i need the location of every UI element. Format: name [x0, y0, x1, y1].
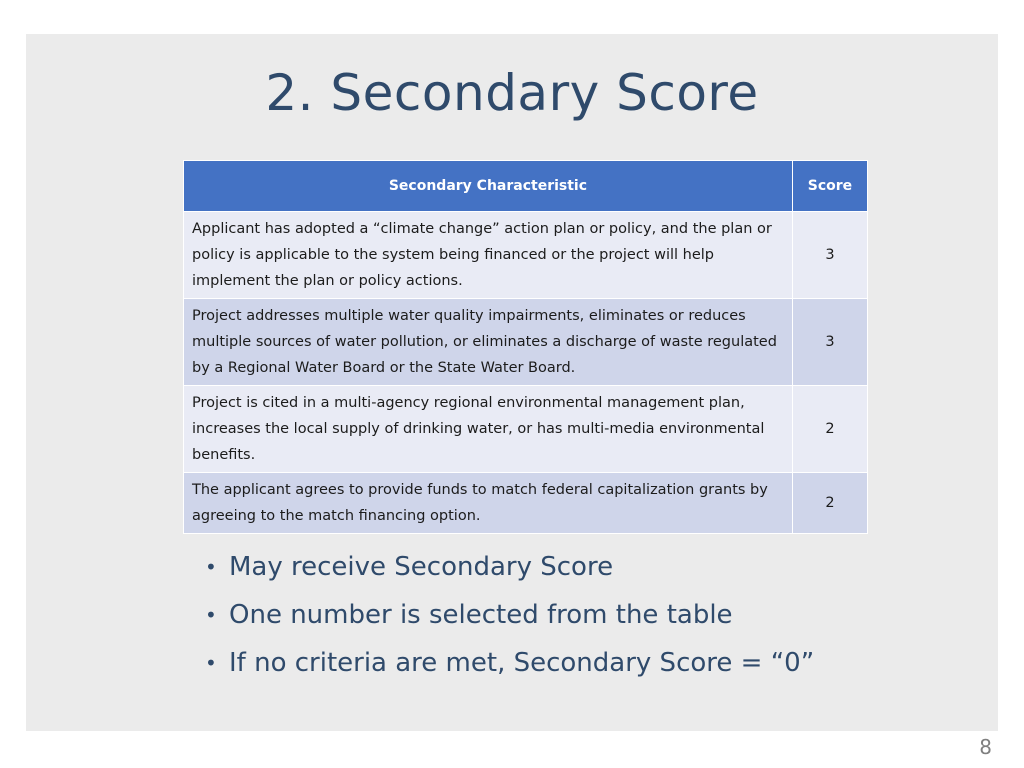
- slide-title: 2. Secondary Score: [265, 64, 759, 122]
- bullet-text: One number is selected from the table: [229, 600, 733, 630]
- score-cell: 3: [792, 212, 867, 299]
- bullet-text: If no criteria are met, Secondary Score = “0”: [229, 648, 815, 678]
- bullet-item: [205, 593, 814, 641]
- score-cell: 3: [792, 299, 867, 386]
- characteristic-cell: Project is cited in a multi-agency regional environmental management plan, increases the local supply of drinking water, or has multi-media environmental benefits.: [184, 386, 793, 473]
- bullet-item: [205, 545, 814, 593]
- bullet-icon: •: [205, 603, 217, 627]
- bullet-icon: •: [205, 555, 217, 579]
- table-row: [184, 299, 868, 386]
- secondary-score-table: [183, 160, 868, 534]
- page-number: 8: [979, 735, 992, 759]
- table-header-row: [184, 161, 868, 212]
- characteristic-cell: Applicant has adopted a “climate change” action plan or policy, and the plan or policy is applicable to the system being financed or the project will help implement the plan or policy actions.: [184, 212, 793, 299]
- bullet-item: [205, 641, 814, 689]
- header-secondary-characteristic: Secondary Characteristic: [184, 161, 793, 212]
- score-cell: 2: [792, 473, 867, 534]
- bullet-list: [205, 545, 814, 689]
- bullet-text: May receive Secondary Score: [229, 552, 614, 582]
- table-row: [184, 386, 868, 473]
- table-row: [184, 212, 868, 299]
- characteristic-cell: The applicant agrees to provide funds to match federal capitalization grants by agreeing to the match financing option.: [184, 473, 793, 534]
- bullet-icon: •: [205, 651, 217, 675]
- characteristic-cell: Project addresses multiple water quality impairments, eliminates or reduces multiple sources of water pollution, or eliminates a discharge of waste regulated by a Regional Water Board or the State Water Board.: [184, 299, 793, 386]
- header-score: Score: [792, 161, 867, 212]
- table-row: [184, 473, 868, 534]
- score-cell: 2: [792, 386, 867, 473]
